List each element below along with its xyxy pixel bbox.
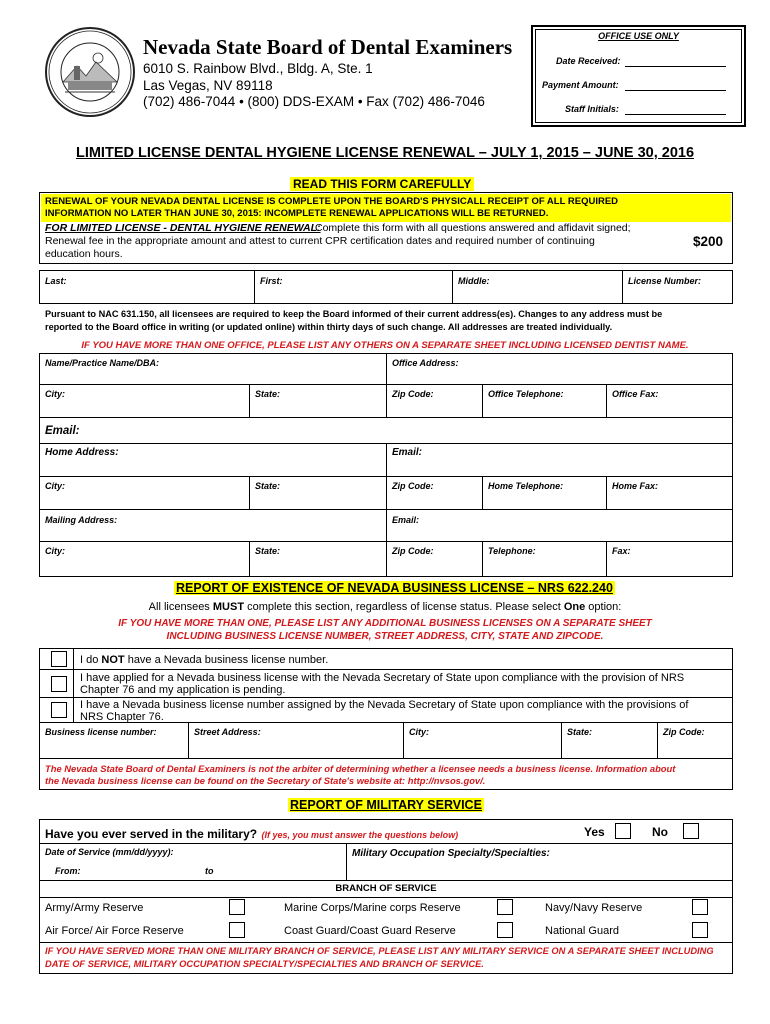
last-name-field[interactable]: Last: <box>45 276 67 286</box>
office-email-field[interactable]: Email: <box>45 425 80 437</box>
has-business-license-label-2: NRS Chapter 76. <box>80 711 164 723</box>
middle-name-field[interactable]: Middle: <box>458 276 490 286</box>
payment-amount-line[interactable] <box>625 90 726 91</box>
military-specialty-field[interactable]: Military Occupation Specialty/Specialties: <box>352 848 550 859</box>
read-carefully-banner: READ THIS FORM CAREFULLY <box>290 177 474 191</box>
business-street-address-field[interactable]: Street Address: <box>194 727 261 737</box>
renewal-for-text-3: education hours. <box>45 248 123 260</box>
office-address-field[interactable]: Office Address: <box>392 358 459 368</box>
renewal-for-text-1: Complete this form with all questions answered and affidavit signed; <box>315 222 631 234</box>
renewal-warning-line-2: INFORMATION NO LATER THAN JUNE 30, 2015: INCOMPLETE RENEWAL APPLICATIONS WILL BE RETURNED. <box>45 208 549 219</box>
home-email-field[interactable]: Email: <box>392 447 423 458</box>
business-license-title: REPORT OF EXISTENCE OF NEVADA BUSINESS LICENSE – NRS 622.240 <box>176 581 613 595</box>
branch-national-guard-label: National Guard <box>545 925 619 937</box>
staff-initials-label: Staff Initials: <box>565 104 619 114</box>
business-license-red-line-2: INCLUDING BUSINESS LICENSE NUMBER, STREET ADDRESS, CITY, STATE AND ZIPCODE. <box>166 631 604 642</box>
home-address-field[interactable]: Home Address: <box>45 447 119 458</box>
mailing-telephone-field[interactable]: Telephone: <box>488 546 536 556</box>
payment-amount-label: Payment Amount: <box>542 80 619 90</box>
no-business-license-checkbox[interactable] <box>51 651 67 667</box>
renewal-warning-line-1: RENEWAL OF YOUR NEVADA DENTAL LICENSE IS COMPLETE UPON THE BOARD'S PHYSICALL RECEIPT OF ALL REQUIRED <box>45 196 619 207</box>
business-license-intro: All licensees MUST complete this section, regardless of license status. Please select One option: <box>148 601 622 613</box>
address-notice-line-2: reported to the Board office in writing (or updated online) within thirty days of such change. All addresses are treated individually. <box>45 322 613 332</box>
applied-business-license-checkbox[interactable] <box>51 676 67 692</box>
mailing-email-field[interactable]: Email: <box>392 515 420 525</box>
multiple-offices-notice: IF YOU HAVE MORE THAN ONE OFFICE, PLEASE LIST ANY OTHERS ON A SEPARATE SHEET INCLUDING LICENSED DENTIST NAME. <box>81 340 689 351</box>
business-license-number-field[interactable]: Business license number: <box>45 727 157 737</box>
has-business-license-checkbox[interactable] <box>51 702 67 718</box>
branch-marine-label: Marine Corps/Marine corps Reserve <box>284 902 461 914</box>
applied-business-license-label-1: I have applied for a Nevada business license with the Nevada Secretary of State upon compliance with the provision of NRS <box>80 672 685 684</box>
renewal-fee: $200 <box>693 234 724 249</box>
state-seal <box>44 26 136 118</box>
date-of-service-label: Date of Service (mm/dd/yyyy): <box>45 847 174 857</box>
home-city-field[interactable]: City: <box>45 481 65 491</box>
mailing-zip-field[interactable]: Zip Code: <box>392 546 434 556</box>
office-use-title: OFFICE USE ONLY <box>598 31 679 41</box>
military-title: REPORT OF MILITARY SERVICE <box>290 798 482 812</box>
board-name: Nevada State Board of Dental Examiners <box>143 35 513 59</box>
mailing-city-field[interactable]: City: <box>45 546 65 556</box>
business-state-field[interactable]: State: <box>567 727 593 737</box>
military-yes-label: Yes <box>584 825 605 839</box>
business-license-red-line-1: IF YOU HAVE MORE THAN ONE, PLEASE LIST ANY ADDITIONAL BUSINESS LICENSES ON A SEPARATE SHEET <box>118 618 652 629</box>
form-title: LIMITED LICENSE DENTAL HYGIENE LICENSE RENEWAL – JULY 1, 2015 – JUNE 30, 2016 <box>75 145 695 161</box>
first-name-field[interactable]: First: <box>260 276 283 286</box>
military-yes-checkbox[interactable] <box>615 823 631 839</box>
home-fax-field[interactable]: Home Fax: <box>612 481 659 491</box>
office-state-field[interactable]: State: <box>255 389 281 399</box>
business-zip-field[interactable]: Zip Code: <box>663 727 705 737</box>
business-city-field[interactable]: City: <box>409 727 429 737</box>
business-license-disclaimer-1: The Nevada State Board of Dental Examiners is not the arbiter of determining whether a licensee needs a business license. Information about <box>45 763 676 774</box>
service-to-field[interactable]: to <box>205 866 214 876</box>
mailing-fax-field[interactable]: Fax: <box>612 546 631 556</box>
branch-of-service-header: BRANCH OF SERVICE <box>335 883 437 894</box>
branch-coast-guard-checkbox[interactable] <box>497 922 513 938</box>
military-no-checkbox[interactable] <box>683 823 699 839</box>
military-red-line-1: IF YOU HAVE SERVED MORE THAN ONE MILITARY BRANCH OF SERVICE, PLEASE LIST ANY MILITARY SERVICE ON A SEPARATE SHEET INCLUDING <box>45 946 714 956</box>
military-no-label: No <box>652 825 668 839</box>
branch-coast-guard-label: Coast Guard/Coast Guard Reserve <box>284 925 456 937</box>
military-question: Have you ever served in the military? (If yes, you must answer the questions below) <box>45 827 459 841</box>
home-state-field[interactable]: State: <box>255 481 281 491</box>
date-received-line[interactable] <box>625 66 726 67</box>
practice-name-field[interactable]: Name/Practice Name/DBA: <box>45 358 160 368</box>
has-business-license-label-1: I have a Nevada business license number assigned by the Nevada Secretary of State upon compliance with the provisions of <box>80 699 689 711</box>
mailing-state-field[interactable]: State: <box>255 546 281 556</box>
military-red-line-2: DATE OF SERVICE, MILITARY OCCUPATION SPECIALTY/SPECIALTIES AND BRANCH OF SERVICE. <box>45 959 484 969</box>
renewal-for-label: FOR LIMITED LICENSE - DENTAL HYGIENE RENEWAL: <box>45 222 321 234</box>
branch-air-force-label: Air Force/ Air Force Reserve <box>45 925 184 937</box>
branch-navy-label: Navy/Navy Reserve <box>545 902 643 914</box>
office-city-field[interactable]: City: <box>45 389 65 399</box>
branch-army-checkbox[interactable] <box>229 899 245 915</box>
branch-national-guard-checkbox[interactable] <box>692 922 708 938</box>
board-phones: (702) 486-7044 • (800) DDS-EXAM • Fax (702) 486-7046 <box>143 94 485 109</box>
branch-air-force-checkbox[interactable] <box>229 922 245 938</box>
date-received-label: Date Received: <box>556 56 621 66</box>
board-address-line-2: Las Vegas, NV 89118 <box>143 78 273 93</box>
branch-marine-checkbox[interactable] <box>497 899 513 915</box>
branch-army-label: Army/Army Reserve <box>45 902 144 914</box>
license-number-field[interactable]: License Number: <box>628 276 702 286</box>
renewal-for-text-2: Renewal fee in the appropriate amount and attest to current CPR certification dates and required number of continuing <box>45 235 595 247</box>
branch-navy-checkbox[interactable] <box>692 899 708 915</box>
home-zip-field[interactable]: Zip Code: <box>392 481 434 491</box>
business-license-disclaimer-2: the Nevada business license can be found on the Secretary of State's website at: http://nvsos.gov/. <box>45 775 486 786</box>
office-zip-field[interactable]: Zip Code: <box>392 389 434 399</box>
home-telephone-field[interactable]: Home Telephone: <box>488 481 564 491</box>
address-notice-line-1: Pursuant to NAC 631.150, all licensees are required to keep the Board informed of their current address(es). Changes to any address must be <box>45 309 663 319</box>
office-fax-field[interactable]: Office Fax: <box>612 389 659 399</box>
staff-initials-line[interactable] <box>625 114 726 115</box>
no-business-license-label: I do NOT have a Nevada business license number. <box>80 654 329 666</box>
applied-business-license-label-2: Chapter 76 and my application is pending. <box>80 684 286 696</box>
board-address-line-1: 6010 S. Rainbow Blvd., Bldg. A, Ste. 1 <box>143 61 373 76</box>
mailing-address-field[interactable]: Mailing Address: <box>45 515 118 525</box>
office-telephone-field[interactable]: Office Telephone: <box>488 389 564 399</box>
service-from-field[interactable]: From: <box>55 866 81 876</box>
